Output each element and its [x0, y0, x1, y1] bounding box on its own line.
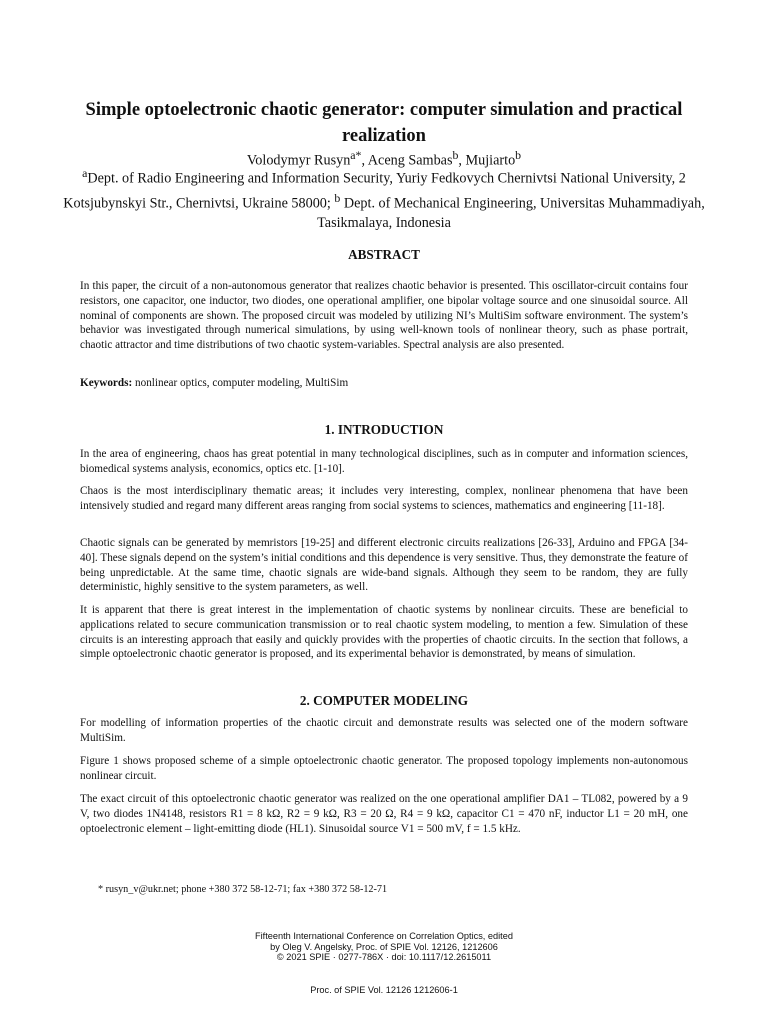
abstract-text: In this paper, the circuit of a non-autonomous generator that realizes chaotic behavior is presented. This oscillator-circuit contains four resistors, one capacitor, one inductor, two diodes, one operational amplifier, one bipolar voltage source and one sinusoidal source. All nominal of components are shown. The proposed circuit was modeled by utilizing NI’s MultiSim software environment. The system’s behavior was investigated through numerical simulations, by using well-known tools of nonlinear theory, such as phase portrait, chaotic attractor and time distributions of two chaotic system-variables. Spectral analysis are also presented.: [80, 280, 688, 352]
keywords-label: Keywords:: [80, 377, 133, 389]
affiliation-mark: a: [82, 166, 88, 180]
intro-paragraph-4: It is apparent that there is great interest in the implementation of chaotic systems by nonlinear circuits. These are beneficial to applications related to secure communication transmission or to real chaotic system modeling, to mention a few. Simulation of these circuits is an interesting approach that easily and quickly provides with the properties of chaotic circuits. In the section that follows, a simple optoelectronic chaotic generator is proposed, and its experimental behavior is demonstrated, by means of simulation.: [80, 604, 688, 661]
section-heading-introduction: 1. INTRODUCTION: [324, 422, 444, 437]
paper-title: Simple optoelectronic chaotic generator: computer simulation and practical realization: [85, 100, 683, 146]
author-list: Volodymyr Rusyn$^{a*}$, Aceng Sambas$^b$, Mujiarto$^b$: [246, 148, 522, 169]
affiliations: [60, 164, 708, 234]
modeling-paragraph-2: Figure 1 shows proposed scheme of a simple optoelectronic chaotic generator. The proposed topology implements non-autonomous nonlinear circuit.: [80, 755, 688, 782]
intro-paragraph-1: In the area of engineering, chaos has great potential in many technological disciplines, such as in computer and information sciences, biomedical systems analysis, economics, optics etc. [1-10].: [80, 448, 688, 475]
modeling-paragraph-3: The exact circuit of this optoelectronic chaotic generator was realized on the one operational amplifier DA1 – TL082, powered by a 9 V, two diodes 1N4148, resistors R1 = 8 kΩ, R2 = 9 kΩ, R3 = 20 Ω, R4 = 9 kΩ, capacitor C1 = 470 nF, inductor L1 = 20 mH, one optoelectronic element – light-emitting diode (HL1). Sinusoidal source V1 = 500 mV, f = 1.5 kHz.: [80, 793, 688, 835]
author-name: Volodymyr Rusyn: [246, 152, 351, 169]
affiliation-mark: b: [334, 191, 341, 206]
conference-line-1: Fifteenth International Conference on Correlation Optics, edited: [255, 931, 513, 941]
intro-paragraph-2: Chaos is the most interdisciplinary thematic areas; it includes very interesting, complex, nonlinear phenomena that have been intensively studied and regard many different areas ranging from social systems to sciences, mathematics and engineering [11-18].: [80, 485, 688, 512]
author-affiliation-mark: b: [452, 148, 459, 162]
conference-line-3: © 2021 SPIE · 0277-786X · doi: 10.1117/12.2615011: [276, 952, 492, 962]
author-name: Aceng Sambas: [367, 152, 453, 169]
corresponding-author-footnote: * rusyn_v@ukr.net; phone +380 372 58-12-71; fax +380 372 58-12-71: [98, 884, 388, 895]
affiliation-b: Dept. of Mechanical Engineering, Universitas Muhammadiyah, Tasikmalaya, Indonesia: [317, 195, 705, 232]
author-name: Mujiarto: [465, 152, 516, 169]
keywords-list: nonlinear optics, computer modeling, MultiSim: [135, 377, 349, 389]
affiliation-a: Dept. of Radio Engineering and Information Security, Yuriy Fedkovych Chernivtsi National University, 2 Kotsjubynskyi Str., Chernivtsi, Ukraine 58000;: [63, 170, 686, 212]
author-affiliation-mark: a*: [350, 148, 362, 162]
abstract-heading: ABSTRACT: [348, 247, 420, 262]
conference-citation: [160, 931, 608, 963]
conference-line-2: by Oleg V. Angelsky, Proc. of SPIE Vol. 12126, 1212606: [270, 941, 498, 952]
author-affiliation-mark: b: [515, 148, 522, 162]
modeling-paragraph-1: For modelling of information properties of the chaotic circuit and demonstrate results was selected one of the modern software MultiSim.: [80, 717, 688, 744]
intro-paragraph-3: Chaotic signals can be generated by memristors [19-25] and different electronic circuits realizations [26-33], Arduino and FPGA [34-40]. These signals depend on the system’s initial conditions and this dependence is very sensitive. Thus, they demonstrate the feature of being unpredictable. At the same time, chaotic signals are wide-band signals. Although they seem to be random, they are fully deterministic, highly sensitive to the system parameters, as well.: [80, 537, 688, 594]
section-heading-computer-modeling: 2. COMPUTER MODELING: [299, 693, 469, 708]
keywords: [80, 376, 688, 391]
page-footer: Proc. of SPIE Vol. 12126 1212606-1: [310, 985, 458, 995]
